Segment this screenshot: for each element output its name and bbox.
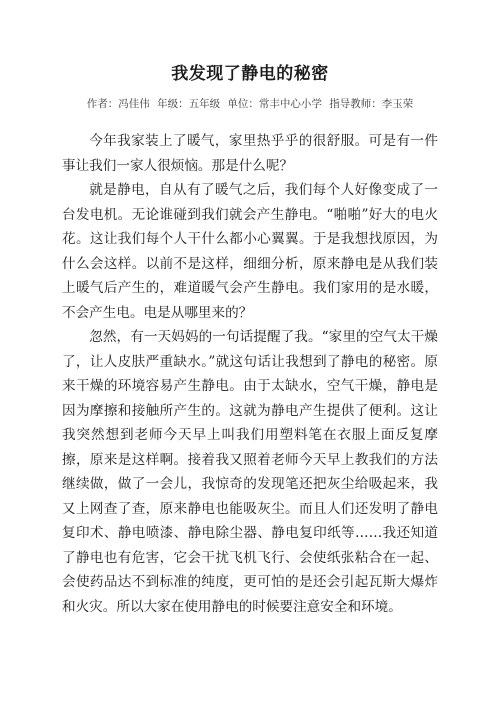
byline-author: 作者：冯佳伟 (86, 98, 150, 110)
body-paragraph-1: 今年我家装上了暖气，家里热乎乎的很舒服。可是有一件事让我们一家人很烦恼。那是什么呢？ (62, 133, 438, 174)
article-title: 我发现了静电的秘密 (171, 64, 329, 84)
body-paragraph-3: 忽然，有一天妈妈的一句话提醒了我。“家里的空气太干燥了，让人皮肤严重缺水。”就这句话让我想到了静电的秘密。原来干燥的环境容易产生静电。由于太缺水，空气干燥，静电是因为摩擦和接触所产生的。这就为静电产生提供了便利。这让我突然想到老师今天早上叫我们用塑料笔在衣服上面反复摩擦，原来是这样啊。接着我又照着老师今天早上教我们的方法继续做，做了一会儿，我惊奇的发现笔还把灰尘给吸起来，我又上网查了查，原来静电也能吸灰尘。而且人们还发明了静电复印术、静电喷漆、静电除尘器、静电复印纸等……我还知道了静电也有危害，它会干扰飞机飞行、会使纸张粘合在一起、会使药品达不到标准的纯度，更可怕的是还会引起瓦斯大爆炸和火灾。所以大家在使用静电的时候要注意安全和环境。 (62, 329, 438, 615)
byline-teacher: 指导教师：李玉荣 (329, 98, 414, 110)
byline-unit: 单位：常丰中心小学 (227, 98, 322, 110)
body-paragraph-2: 就是静电，自从有了暖气之后，我们每个人好像变成了一台发电机。无论谁碰到我们就会产生静电。“啪啪”好大的电火花。这让我们每个人干什么都小心翼翼。于是我想找原因，为什么会这样。以前不是这样，细细分析，原来静电是从我们装上暖气后产生的，难道暖气会产生静电。我们家用的是水暖，不会产生电。电是从哪里来的？ (62, 182, 438, 321)
byline-grade: 年级：五年级 (157, 98, 221, 110)
article-byline (62, 96, 438, 112)
article-body (62, 129, 438, 619)
